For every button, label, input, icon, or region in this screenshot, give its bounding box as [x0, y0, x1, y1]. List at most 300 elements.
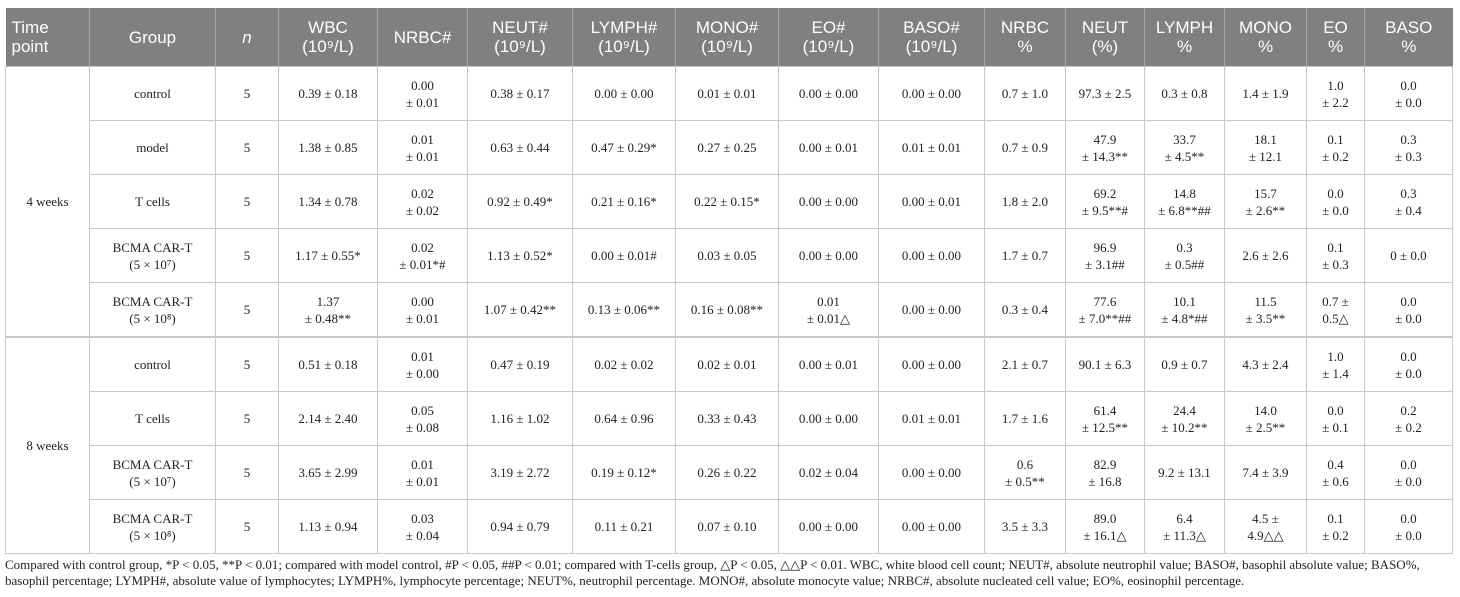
- cell-value-line2: (5 × 10⁷): [129, 256, 176, 272]
- column-header-label: Time: [11, 18, 49, 37]
- cell-value: 0.00: [411, 77, 434, 93]
- table-cell: [216, 337, 279, 392]
- cell-value: 1.7 ± 0.7: [1001, 248, 1049, 263]
- table-cell: [1145, 283, 1225, 338]
- table-cell: [378, 175, 468, 229]
- table-cell: [985, 67, 1066, 121]
- cell-value: 0.00: [411, 293, 434, 309]
- footnote-line-1: Compared with control group, *P < 0.05, **P < 0.01; compared with model control, #P < 0.05, ##P < 0.01; compared with T-cells group, △P < 0.05, △△P < 0.01. WBC, white blood cell count; NEUT#, absolute neutrophil value; BASO#, basophil absolute value; BASO%,: [5, 557, 1420, 572]
- table-cell: [1066, 67, 1145, 121]
- table-cell: [1225, 392, 1307, 446]
- table-cell: [676, 337, 779, 392]
- cell-value-line2: (5 × 10⁸): [129, 527, 176, 543]
- table-cell: [468, 500, 573, 554]
- column-header: [468, 8, 573, 67]
- table-cell: [573, 67, 676, 121]
- cell-value-line2: ± 7.0**##: [1078, 310, 1132, 326]
- column-header: [779, 8, 879, 67]
- cell-value: 0.00 ± 0.01: [798, 140, 859, 155]
- cell-value-line2: ± 3.5**: [1245, 310, 1286, 326]
- cell-value: 0.9 ± 0.7: [1161, 357, 1208, 372]
- table-cell: [216, 500, 279, 554]
- column-header: [1225, 8, 1307, 67]
- cell-value: 0.94 ± 0.79: [490, 519, 550, 534]
- group-cell: [90, 392, 216, 446]
- table-cell: [1365, 446, 1453, 500]
- group-cell: [90, 283, 216, 338]
- cell-value: 0.33 ± 0.43: [697, 411, 757, 426]
- cell-value-line2: ± 6.8**##: [1158, 202, 1211, 218]
- table-row: [6, 500, 1453, 554]
- cell-value: 0.11 ± 0.21: [594, 519, 654, 534]
- cell-value: BCMA CAR-T: [112, 293, 193, 309]
- cell-value-line2: (5 × 10⁷): [129, 473, 176, 489]
- timepoint-cell: [6, 67, 90, 338]
- cell-value: 0.00 ± 0.00: [798, 248, 859, 263]
- table-cell: [1066, 392, 1145, 446]
- column-header-unit: point: [11, 37, 49, 56]
- cell-value: 0.26 ± 0.22: [697, 465, 757, 480]
- footnote-line-2: basophil percentage; LYMPH#, absolute value of lymphocytes; LYMPH%, lymphocyte percentage; NEUT%, neutrophil percentage. MONO#, absolute monocyte value; NRBC#, absolute nucleated cell value; EO%, eosinophil percentage.: [5, 573, 1245, 588]
- table-cell: [1145, 67, 1225, 121]
- cell-value: 0.00 ± 0.00: [901, 248, 962, 263]
- column-header-unit: %: [1257, 37, 1274, 56]
- group-cell: [90, 229, 216, 283]
- cell-value: 0.21 ± 0.16*: [591, 194, 657, 209]
- cell-value: 0.3 ± 0.4: [1001, 302, 1049, 317]
- column-header-label: EO#: [811, 18, 846, 37]
- cell-value: 0.38 ± 0.17: [490, 86, 550, 101]
- table-cell: [378, 392, 468, 446]
- cell-value-line2: ± 10.2**: [1161, 419, 1208, 435]
- table-cell: [1365, 283, 1453, 338]
- table-cell: [779, 67, 879, 121]
- cell-value: 0.00 ± 0.00: [798, 86, 859, 101]
- table-cell: [378, 283, 468, 338]
- cell-value: 24.4: [1173, 402, 1196, 418]
- table-cell: [1225, 229, 1307, 283]
- table-cell: [1307, 337, 1365, 392]
- cell-value-line2: ± 0.5**: [1005, 473, 1045, 489]
- table-cell: [1365, 337, 1453, 392]
- table-cell: [1066, 446, 1145, 500]
- cell-value: 0.00 ± 0.00: [798, 519, 859, 534]
- table-cell: [1145, 175, 1225, 229]
- cell-value: BCMA CAR-T: [112, 510, 193, 526]
- cell-value-line2: ± 0.2: [1322, 148, 1349, 164]
- table-cell: [1066, 121, 1145, 175]
- group-cell: [90, 500, 216, 554]
- cell-value: 1.16 ± 1.02: [490, 411, 550, 426]
- cell-value: 0.22 ± 0.15*: [694, 194, 760, 209]
- cell-value: 18.1: [1254, 131, 1277, 147]
- cell-value-line2: ± 9.5**#: [1081, 202, 1129, 218]
- table-cell: [676, 446, 779, 500]
- table-cell: [378, 121, 468, 175]
- table-cell: [1145, 337, 1225, 392]
- cell-value-line2: ± 0.1: [1322, 419, 1349, 435]
- table-cell: [676, 121, 779, 175]
- cell-value: 1.7 ± 1.6: [1001, 411, 1049, 426]
- table-cell: [573, 392, 676, 446]
- table-cell: [1307, 229, 1365, 283]
- cell-value: 3.19 ± 2.72: [490, 465, 550, 480]
- column-header-label: Group: [128, 27, 177, 47]
- cell-value: 4.5 ±: [1252, 510, 1279, 526]
- cell-value-line2: ± 0.04: [405, 527, 440, 543]
- column-header: [378, 8, 468, 67]
- cell-value-line2: ± 0.0: [1395, 527, 1422, 543]
- table-cell: [378, 229, 468, 283]
- column-header-label: n: [242, 27, 252, 47]
- table-cell: [1066, 229, 1145, 283]
- cell-value-line2: ± 0.0: [1395, 365, 1422, 381]
- table-cell: [468, 337, 573, 392]
- cell-value-line2: ± 0.0: [1395, 94, 1422, 110]
- cell-value: 0.01 ± 0.01: [901, 411, 962, 426]
- table-cell: [1145, 229, 1225, 283]
- column-header: [216, 8, 279, 67]
- table-cell: [985, 392, 1066, 446]
- column-header-unit: (10⁹/L): [701, 37, 753, 56]
- cell-value: 14.0: [1254, 402, 1277, 418]
- table-cell: [573, 446, 676, 500]
- timepoint-cell: [6, 337, 90, 554]
- cell-value: 0.6: [1016, 456, 1034, 472]
- table-cell: [1365, 229, 1453, 283]
- column-header: [1145, 8, 1225, 67]
- cell-value: 0.00 ± 0.00: [901, 86, 962, 101]
- column-header-label: LYMPH#: [590, 18, 658, 37]
- table-cell: [279, 121, 378, 175]
- table-cell: [1225, 500, 1307, 554]
- table-cell: [1365, 175, 1453, 229]
- table-cell: [879, 67, 985, 121]
- table-cell: [468, 283, 573, 338]
- cell-value-line2: ± 0.2: [1322, 527, 1349, 543]
- cell-value: 1.13 ± 0.94: [298, 519, 358, 534]
- cell-value: 5: [243, 465, 251, 480]
- cell-value: BCMA CAR-T: [112, 239, 193, 255]
- cell-value: 1.0: [1327, 348, 1344, 364]
- table-cell: [216, 121, 279, 175]
- table-cell: [676, 67, 779, 121]
- cell-value-line2: ± 0.01: [405, 310, 440, 326]
- cell-value: 0.7 ±: [1322, 293, 1349, 309]
- table-cell: [985, 446, 1066, 500]
- table-cell: [985, 175, 1066, 229]
- table-cell: [279, 500, 378, 554]
- column-header-unit: %: [1176, 37, 1193, 56]
- cell-value-line2: ± 0.01△: [806, 310, 851, 326]
- cell-value: 0.19 ± 0.12*: [591, 465, 657, 480]
- cell-value: 0.03 ± 0.05: [697, 248, 757, 263]
- cell-value: 0.3: [1176, 239, 1193, 255]
- cell-value: 0.3: [1400, 131, 1417, 147]
- column-header-unit: (10⁹/L): [598, 37, 650, 56]
- cell-value: 0.2: [1400, 402, 1417, 418]
- table-row: [6, 121, 1453, 175]
- cell-value-line2: ± 0.3: [1395, 148, 1422, 164]
- cell-value: 1.4 ± 1.9: [1242, 86, 1289, 101]
- column-header-label: NEUT: [1081, 18, 1129, 37]
- table-cell: [279, 337, 378, 392]
- cell-value: 97.3 ± 2.5: [1078, 86, 1132, 101]
- column-header-unit: %: [1017, 37, 1033, 56]
- cell-value-line2: ± 0.00: [405, 365, 440, 381]
- column-header: [985, 8, 1066, 67]
- table-cell: [879, 121, 985, 175]
- column-header-label: NRBC: [1000, 18, 1050, 37]
- column-header-unit: %: [1327, 37, 1344, 56]
- cell-value: 0.01 ± 0.01: [901, 140, 962, 155]
- cell-value-line2: ± 0.0: [1395, 473, 1422, 489]
- cell-value-line2: ± 0.01: [405, 94, 440, 110]
- table-cell: [1225, 121, 1307, 175]
- table-cell: [468, 229, 573, 283]
- cell-value-line2: ± 0.0: [1322, 202, 1349, 218]
- table-cell: [779, 121, 879, 175]
- table-body: [6, 67, 1453, 554]
- cell-value: 5: [243, 519, 251, 534]
- cell-value: 11.5: [1254, 293, 1277, 309]
- cell-value-line2: ± 14.3**: [1081, 148, 1129, 164]
- table-cell: [468, 392, 573, 446]
- cell-value-line2: ± 0.08: [405, 419, 440, 435]
- table-cell: [573, 337, 676, 392]
- table-cell: [879, 500, 985, 554]
- table-cell: [1307, 67, 1365, 121]
- cell-value: 1.37: [316, 293, 340, 309]
- cell-value: 1.8 ± 2.0: [1001, 194, 1049, 209]
- table-cell: [573, 500, 676, 554]
- column-header-unit: (10⁹/L): [802, 37, 855, 56]
- cell-value-line2: ± 0.3: [1322, 256, 1349, 272]
- cell-value: 0.64 ± 0.96: [594, 411, 654, 426]
- column-header: [90, 8, 216, 67]
- group-cell: [90, 175, 216, 229]
- cell-value-line2: ± 2.2: [1322, 94, 1349, 110]
- column-header-unit: (10⁹/L): [494, 37, 546, 56]
- cell-value: 1.17 ± 0.55*: [295, 248, 361, 263]
- cell-value: 0.0: [1400, 293, 1417, 309]
- table-cell: [676, 175, 779, 229]
- cell-value: 2.1 ± 0.7: [1001, 357, 1049, 372]
- table-cell: [1066, 500, 1145, 554]
- table-cell: [779, 283, 879, 338]
- header-row: [6, 8, 1453, 67]
- cell-value: 0.00 ± 0.00: [594, 86, 654, 101]
- cell-value: 4.3 ± 2.4: [1242, 357, 1289, 372]
- table-cell: [1307, 121, 1365, 175]
- cell-value: 47.9: [1093, 131, 1117, 147]
- table-cell: [216, 175, 279, 229]
- table-cell: [1307, 500, 1365, 554]
- cell-value: 96.9: [1093, 239, 1117, 255]
- cell-value: 0.00 ± 0.00: [901, 519, 962, 534]
- cell-value-line2: 0.5△: [1322, 310, 1349, 326]
- timepoint-label: 8 weeks: [26, 438, 69, 453]
- table-cell: [1307, 446, 1365, 500]
- table-cell: [879, 229, 985, 283]
- cell-value: 3.65 ± 2.99: [298, 465, 358, 480]
- cell-value: 0.16 ± 0.08**: [690, 302, 764, 317]
- table-cell: [216, 392, 279, 446]
- cell-value-line2: ± 0.0: [1395, 310, 1422, 326]
- table-cell: [879, 283, 985, 338]
- table-cell: [216, 67, 279, 121]
- column-header: [279, 8, 378, 67]
- cell-value: 0.02: [411, 185, 434, 201]
- cell-value: 2.14 ± 2.40: [298, 411, 358, 426]
- cell-value: 0.00 ± 0.01#: [591, 248, 657, 263]
- cell-value: 0.01: [411, 456, 434, 472]
- cell-value: 1.34 ± 0.78: [298, 194, 358, 209]
- table-cell: [779, 446, 879, 500]
- table-cell: [879, 175, 985, 229]
- column-header-label: WBC: [308, 18, 348, 37]
- cell-value: 0.00 ± 0.01: [901, 194, 962, 209]
- table-cell: [879, 337, 985, 392]
- cell-value-line2: ± 3.1##: [1085, 256, 1125, 272]
- column-header-unit: (10⁹/L): [905, 37, 958, 56]
- cell-value: 1.07 ± 0.42**: [483, 302, 557, 317]
- cell-value-line2: ± 12.1: [1248, 148, 1283, 164]
- table-cell: [1145, 392, 1225, 446]
- cell-value: 0.03: [411, 510, 434, 526]
- column-header: [6, 8, 90, 67]
- cell-value: 0.02: [411, 239, 434, 255]
- cell-value: 6.4: [1176, 510, 1193, 526]
- cell-value: 77.6: [1093, 293, 1117, 309]
- cell-value: 5: [243, 140, 251, 155]
- table-cell: [279, 446, 378, 500]
- table-cell: [1145, 500, 1225, 554]
- cell-value: 0.02 ± 0.02: [594, 357, 654, 372]
- table-cell: [676, 392, 779, 446]
- table-cell: [378, 337, 468, 392]
- table-cell: [468, 446, 573, 500]
- table-cell: [1066, 175, 1145, 229]
- cell-value-line2: (5 × 10⁸): [129, 310, 176, 326]
- table-cell: [1307, 283, 1365, 338]
- cell-value: 0.02 ± 0.04: [798, 465, 859, 480]
- cell-value-line2: ± 0.01*#: [399, 256, 446, 272]
- cell-value: 3.5 ± 3.3: [1001, 519, 1049, 534]
- cell-value: 0.3 ± 0.8: [1161, 86, 1208, 101]
- cell-value: 0.0: [1400, 77, 1417, 93]
- table-cell: [279, 229, 378, 283]
- cell-value: T cells: [135, 411, 170, 426]
- table-cell: [279, 67, 378, 121]
- table-cell: [1225, 337, 1307, 392]
- column-header: [1066, 8, 1145, 67]
- cell-value: 0.63 ± 0.44: [490, 140, 550, 155]
- table-cell: [378, 446, 468, 500]
- cell-value: 0.00 ± 0.00: [901, 465, 962, 480]
- cell-value-line2: ± 11.3△: [1163, 527, 1206, 543]
- cell-value: 0.01: [817, 293, 840, 309]
- table-cell: [985, 500, 1066, 554]
- cell-value: 0.1: [1327, 131, 1344, 147]
- cell-value: 9.2 ± 13.1: [1158, 465, 1211, 480]
- table-cell: [279, 283, 378, 338]
- table-cell: [573, 121, 676, 175]
- table-cell: [216, 446, 279, 500]
- column-header-label: NRBC#: [393, 27, 452, 47]
- cell-value: 15.7: [1254, 185, 1277, 201]
- cell-value: control: [134, 86, 171, 101]
- cell-value: 0.01: [411, 131, 434, 147]
- table-cell: [1307, 175, 1365, 229]
- cell-value-line2: ± 0.5##: [1164, 256, 1205, 272]
- table-cell: [216, 283, 279, 338]
- table-cell: [279, 175, 378, 229]
- group-cell: [90, 337, 216, 392]
- cell-value: 1.13 ± 0.52*: [487, 248, 553, 263]
- cell-value: 82.9: [1093, 456, 1117, 472]
- column-header-label: MONO: [1239, 18, 1292, 37]
- table-cell: [573, 229, 676, 283]
- cell-value: 0 ± 0.0: [1390, 248, 1427, 263]
- table-cell: [573, 283, 676, 338]
- column-header-unit: (%): [1091, 37, 1119, 56]
- cell-value: 0.00 ± 0.00: [798, 411, 859, 426]
- cell-value-line2: ± 0.4: [1395, 202, 1422, 218]
- column-header-label: BASO: [1385, 18, 1433, 37]
- cell-value: 0.7 ± 0.9: [1001, 140, 1049, 155]
- table-cell: [779, 175, 879, 229]
- table-cell: [1145, 446, 1225, 500]
- table-cell: [985, 337, 1066, 392]
- cell-value: 5: [243, 357, 251, 372]
- cell-value: 0.0: [1327, 402, 1344, 418]
- column-header-label: MONO#: [695, 18, 759, 37]
- cell-value: 1.0: [1327, 77, 1344, 93]
- table-row: [6, 283, 1453, 338]
- table-footnote: [5, 557, 1453, 589]
- timepoint-label: 4 weeks: [26, 194, 69, 209]
- cell-value: 7.4 ± 3.9: [1242, 465, 1289, 480]
- table-cell: [779, 229, 879, 283]
- table-cell: [1225, 67, 1307, 121]
- cell-value-line2: ± 12.5**: [1081, 419, 1129, 435]
- column-header-label: LYMPH: [1155, 18, 1214, 37]
- cell-value: 5: [243, 248, 251, 263]
- table-cell: [1365, 121, 1453, 175]
- column-header: [1365, 8, 1453, 67]
- cell-value-line2: ± 0.48**: [304, 310, 352, 326]
- cell-value-line2: ± 0.02: [405, 202, 440, 218]
- cell-value: 0.4: [1327, 456, 1344, 472]
- table-cell: [985, 121, 1066, 175]
- table-cell: [1225, 175, 1307, 229]
- cell-value: 0.07 ± 0.10: [697, 519, 757, 534]
- cell-value: 0.27 ± 0.25: [697, 140, 757, 155]
- column-header: [676, 8, 779, 67]
- cell-value: 5: [243, 411, 251, 426]
- column-header-unit: (10⁹/L): [302, 37, 354, 56]
- cell-value: 0.47 ± 0.19: [490, 357, 550, 372]
- cell-value: 10.1: [1173, 293, 1196, 309]
- cell-value-line2: ± 4.8*##: [1161, 310, 1208, 326]
- table-cell: [468, 67, 573, 121]
- cell-value: 0.1: [1327, 239, 1344, 255]
- table-cell: [216, 229, 279, 283]
- cell-value: 5: [243, 86, 251, 101]
- cell-value: BCMA CAR-T: [112, 456, 193, 472]
- table-cell: [573, 175, 676, 229]
